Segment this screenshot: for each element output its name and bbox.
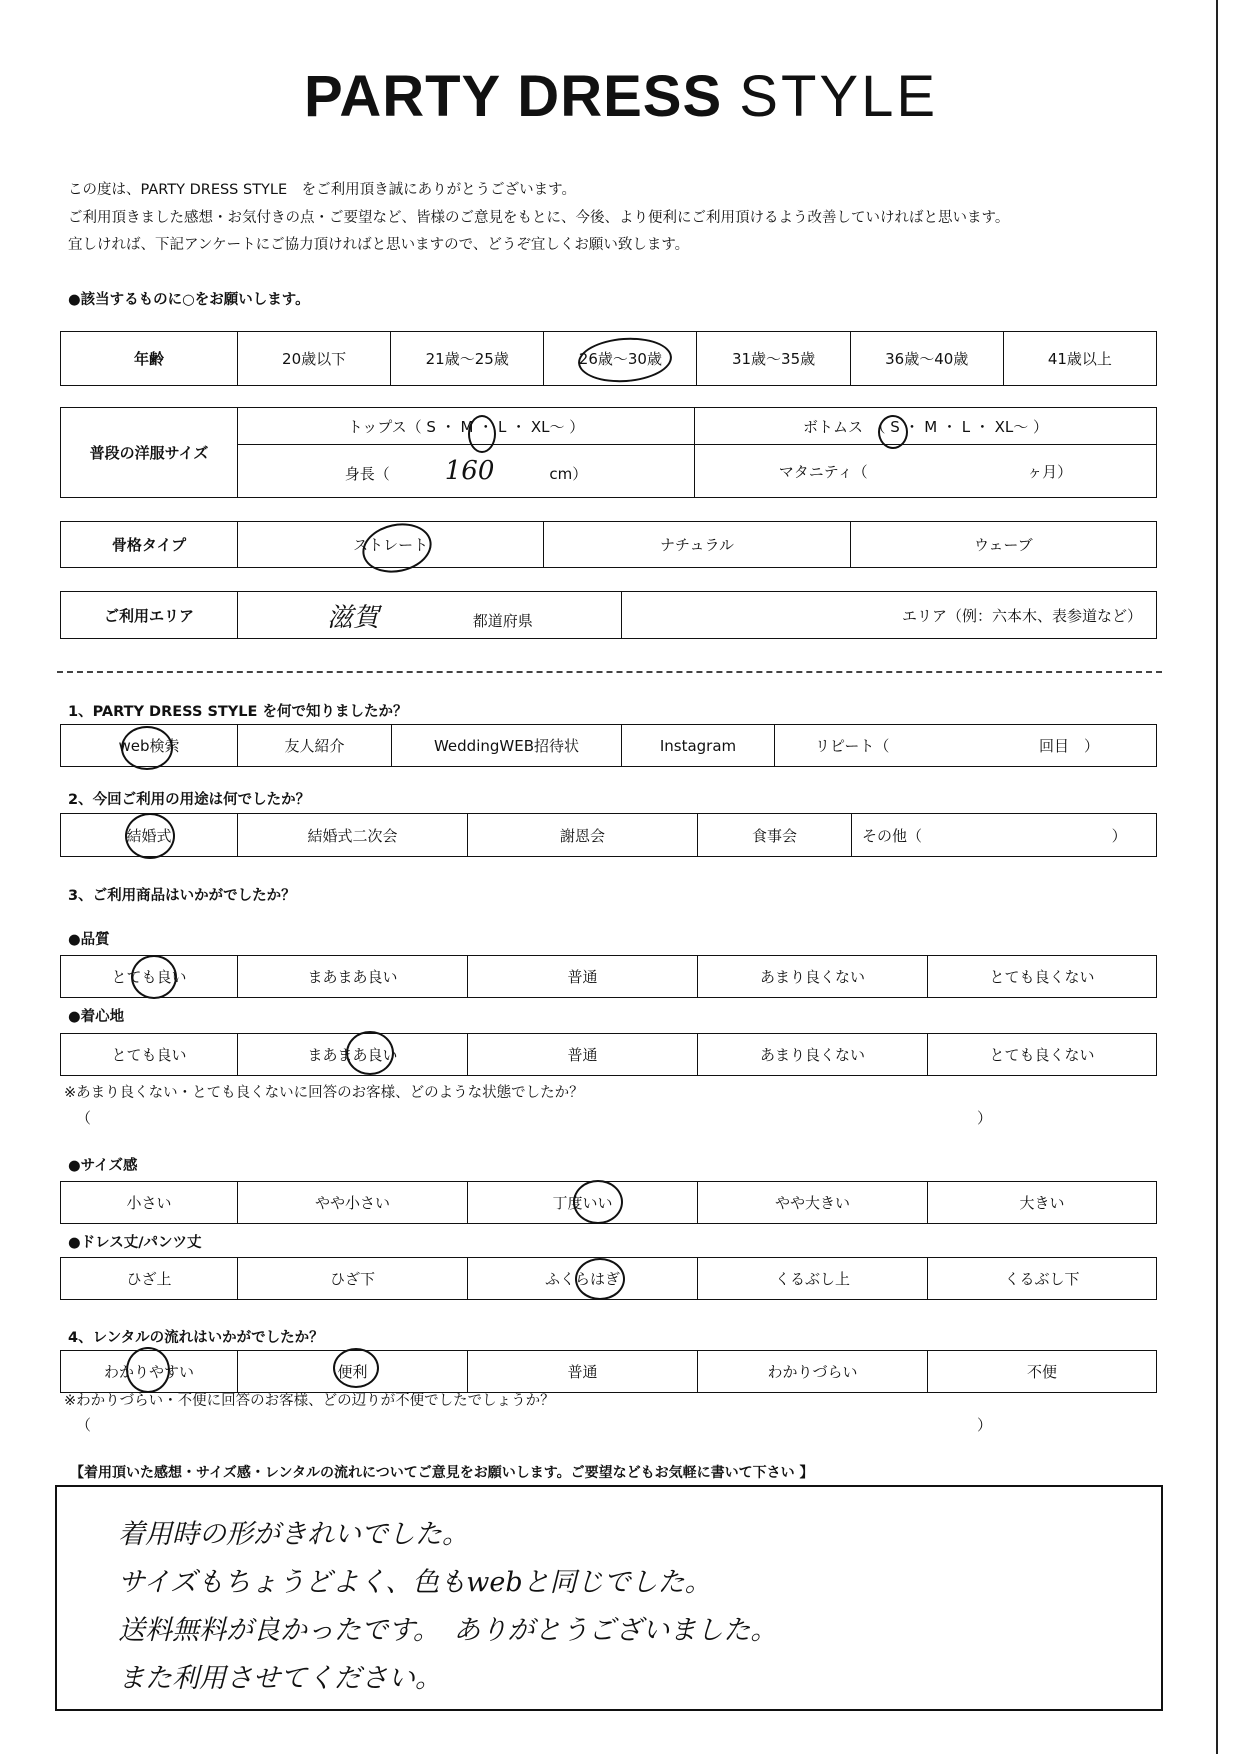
height-unit: cm） [549, 465, 588, 484]
q2-table [60, 813, 1157, 857]
q4-selection-circle-1 [126, 1347, 170, 1393]
quality-option[interactable]: とても良くない [928, 956, 1157, 998]
comment-line-4: また利用させてください。 [118, 1663, 442, 1694]
intro-line-1: この度は、PARTY DRESS STYLE をご利用頂き誠にありがとうございます。 [68, 182, 576, 198]
tops-selection-circle [468, 415, 496, 453]
comfort-comment-open: （ [76, 1109, 92, 1127]
length-label: ●ドレス丈/パンツ丈 [68, 1235, 202, 1251]
size-table [60, 407, 1157, 498]
quality-table [60, 955, 1157, 998]
height-label: 身長（ [344, 465, 390, 484]
section-divider [57, 671, 1162, 673]
q4-option[interactable]: 不便 [928, 1351, 1157, 1393]
quality-label: ●品質 [68, 932, 110, 948]
comment-line-2: サイズもちょうどよく、色もwebと同じでした。 [118, 1567, 712, 1598]
age-option[interactable]: 41歳以上 [1003, 332, 1156, 386]
age-option[interactable]: 31歳～35歳 [697, 332, 850, 386]
comment-line-1: 着用時の形がきれいでした。 [118, 1519, 469, 1550]
maternity-label: マタニティ（ [778, 462, 868, 481]
age-label: 年齢 [61, 332, 238, 386]
size-label: 普段の洋服サイズ [61, 408, 238, 498]
frame-option-selected[interactable]: ストレート [238, 522, 544, 568]
fit-option[interactable]: 大きい [928, 1182, 1157, 1224]
brand-title [0, 62, 1242, 132]
maternity-field[interactable] [695, 445, 1157, 498]
q1-heading: 1、PARTY DRESS STYLE を何で知りましたか？ [68, 704, 408, 720]
q1-repeat-field[interactable] [775, 725, 1157, 767]
length-option[interactable]: くるぶし上 [698, 1258, 928, 1300]
comfort-option[interactable]: 普通 [468, 1034, 698, 1076]
q4-option-selected[interactable]: わかりやすい [61, 1351, 238, 1393]
q1-selection-circle [121, 726, 173, 770]
q1-option[interactable]: WeddingWEB招待状 [392, 725, 622, 767]
intro-line-2: ご利用頂きました感想・お気付きの点・ご要望など、皆様のご意見をもとに、今後、より便利にご利用頂けるよう改善していければと思います。 [68, 210, 1010, 226]
q1-repeat-unit: 回目 ） [1038, 737, 1099, 755]
q2-option[interactable]: 結婚式二次会 [238, 814, 468, 857]
q3-heading: 3、ご利用商品はいかがでしたか？ [68, 888, 296, 904]
length-option[interactable]: くるぶし下 [928, 1258, 1157, 1300]
age-option[interactable]: 21歳～25歳 [391, 332, 544, 386]
q4-note: ※わかりづらい・不便に回答のお客様、どの辺りが不便でしたでしょうか？ [64, 1393, 555, 1409]
quality-option[interactable]: まあまあ良い [238, 956, 468, 998]
page-edge-line [1216, 0, 1218, 1754]
fit-selection-circle [573, 1180, 623, 1224]
age-option[interactable]: 20歳以下 [238, 332, 391, 386]
area-field[interactable] [622, 592, 1157, 639]
q2-heading: 2、今回ご利用の用途は何でしたか？ [68, 792, 311, 808]
comfort-option-selected[interactable]: まあまあ良い [238, 1034, 468, 1076]
q2-selection-circle [125, 813, 175, 859]
comfort-option[interactable]: とても良い [61, 1034, 238, 1076]
q1-option-selected[interactable]: web検索 [61, 725, 238, 767]
brand-title-bold: PARTY DRESS [303, 64, 723, 129]
area-label: ご利用エリア [61, 592, 238, 639]
quality-selection-circle [131, 955, 177, 999]
length-option[interactable]: ひざ下 [238, 1258, 468, 1300]
q1-option[interactable]: 友人紹介 [238, 725, 392, 767]
age-option[interactable]: 36歳～40歳 [850, 332, 1003, 386]
q2-other-field[interactable] [852, 814, 1157, 857]
length-option[interactable]: ひざ上 [61, 1258, 238, 1300]
comfort-note: ※あまり良くない・とても良くないに回答のお客様、どのような状態でしたか？ [64, 1085, 584, 1101]
area-hint: エリア（例：六本木、表参道など） [901, 606, 1142, 625]
tops-size-label: トップス（ S ・ M ・ L ・ XL～ ） [347, 417, 585, 436]
prefecture-field[interactable] [238, 592, 622, 639]
area-table [60, 591, 1157, 639]
q4-option[interactable]: 普通 [468, 1351, 698, 1393]
frame-option[interactable]: ウェーブ [850, 522, 1156, 568]
fit-option[interactable]: 小さい [61, 1182, 238, 1224]
q4-option-selected[interactable]: 便利 [238, 1351, 468, 1393]
maternity-unit: ヶ月） [1027, 462, 1073, 481]
comfort-option[interactable]: とても良くない [928, 1034, 1157, 1076]
comment-line-3: 送料無料が良かったです。 ありがとうございました。 [118, 1615, 778, 1646]
q1-table [60, 724, 1157, 767]
prefecture-unit: 都道府県 [472, 611, 533, 630]
q2-option[interactable]: 謝恩会 [468, 814, 698, 857]
comfort-label: ●着心地 [68, 1009, 125, 1025]
frame-label: 骨格タイプ [61, 522, 238, 568]
bottoms-size-field[interactable] [695, 408, 1157, 445]
fit-option[interactable]: やや大きい [698, 1182, 928, 1224]
q4-selection-circle-2 [333, 1348, 379, 1388]
length-option-selected[interactable]: ふくらはぎ [468, 1258, 698, 1300]
comments-heading: 【着用頂いた感想・サイズ感・レンタルの流れについてご意見をお願いします。ご要望などもお気軽に書いて下さい 】 [70, 1465, 814, 1481]
q2-option[interactable]: 食事会 [698, 814, 852, 857]
height-value: 160 [444, 456, 495, 487]
q4-table [60, 1350, 1157, 1393]
length-selection-circle [575, 1258, 625, 1300]
bottoms-size-label: ボトムス （ S ・ M ・ L ・ XL～ ） [802, 417, 1049, 436]
bottoms-selection-circle [878, 415, 908, 449]
quality-option[interactable]: あまり良くない [698, 956, 928, 998]
fit-option-selected[interactable]: 丁度いい [468, 1182, 698, 1224]
q2-other-close: ） [1111, 826, 1127, 845]
comfort-option[interactable]: あまり良くない [698, 1034, 928, 1076]
prefecture-value: 滋賀 [326, 602, 379, 633]
instruction-text: ●該当するものに○をお願いします。 [68, 292, 310, 308]
quality-option[interactable]: 普通 [468, 956, 698, 998]
fit-label: ●サイズ感 [68, 1158, 138, 1174]
q4-heading: 4、レンタルの流れはいかがでしたか？ [68, 1330, 324, 1346]
q4-option[interactable]: わかりづらい [698, 1351, 928, 1393]
comfort-comment-close: ） [977, 1109, 993, 1127]
frame-option[interactable]: ナチュラル [544, 522, 850, 568]
comfort-table [60, 1033, 1157, 1076]
q4-comment-open: （ [76, 1416, 92, 1434]
fit-option[interactable]: やや小さい [238, 1182, 468, 1224]
comfort-selection-circle [346, 1031, 394, 1075]
q2-other-label: その他（ [862, 826, 923, 845]
height-field[interactable] [238, 445, 695, 498]
brand-title-light: STYLE [739, 64, 939, 129]
frame-table [60, 521, 1157, 568]
q1-option[interactable]: Instagram [622, 725, 775, 767]
tops-size-field[interactable] [238, 408, 695, 445]
q1-repeat-label: リピート（ [815, 737, 890, 755]
intro-line-3: 宜しければ、下記アンケートにご協力頂ければと思いますので、どうぞ宜しくお願い致します。 [68, 237, 690, 253]
quality-option-selected[interactable]: とても良い [61, 956, 238, 998]
q4-comment-close: ） [977, 1416, 993, 1434]
q2-option-selected[interactable]: 結婚式 [61, 814, 238, 857]
age-option-selected[interactable]: 26歳～30歳 [544, 332, 697, 386]
